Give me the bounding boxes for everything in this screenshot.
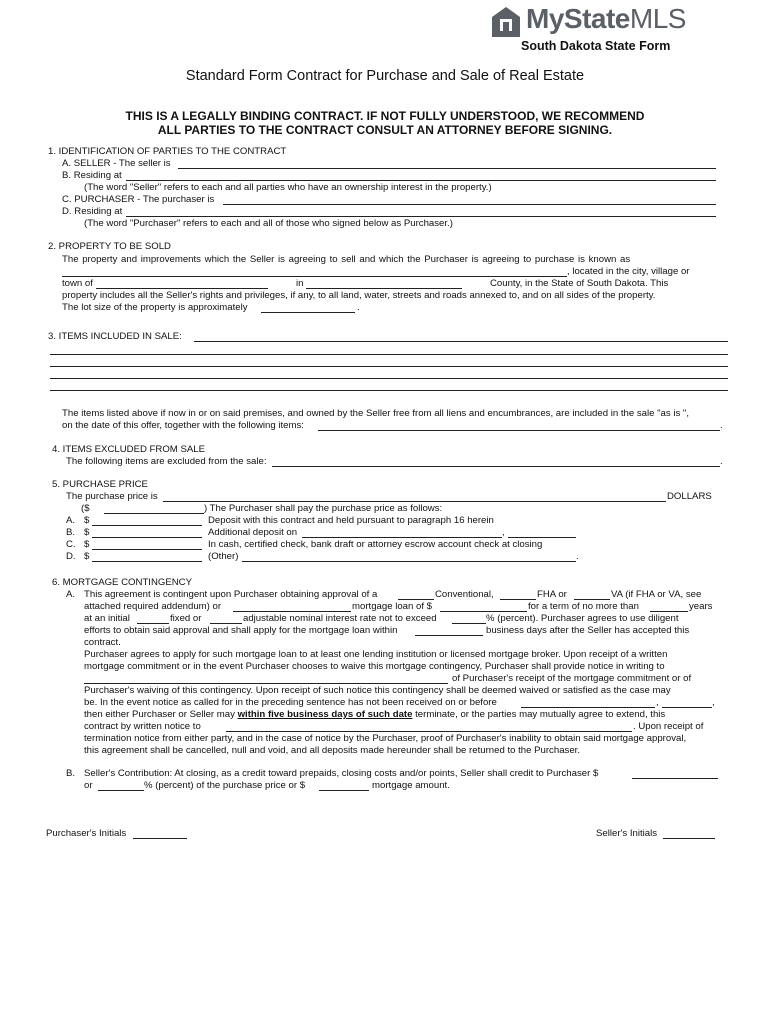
additional-deposit-date-field[interactable] — [302, 537, 502, 538]
additional-deposit-year-field[interactable] — [508, 537, 576, 538]
section1-heading: 1. IDENTIFICATION OF PARTIES TO THE CONTRACT — [48, 146, 287, 157]
pay-follows-label: ) The Purchaser shall pay the purchase price as follows: — [204, 503, 443, 514]
row-d-text: (Other) — [208, 551, 239, 562]
property-rights-line: property includes all the Seller's rights and privileges, if any, to all land, water, streets and roads annexed to, and on all sides of the property. — [62, 290, 656, 301]
excluded-items-label: The following items are excluded from the sale: — [66, 456, 267, 467]
row-b-letter: B. — [66, 527, 76, 538]
mortgage-a-line-1: This agreement is contingent upon Purchaser obtaining approval of a — [84, 589, 378, 600]
included-items-field-4[interactable] — [50, 378, 728, 379]
conventional-field[interactable] — [398, 599, 434, 600]
document-title: Standard Form Contract for Purchase and Sale of Real Estate — [185, 68, 585, 84]
row-c-letter: C. — [66, 539, 76, 550]
row-a-letter: A. — [66, 515, 76, 526]
section2-heading: 2. PROPERTY TO BE SOLD — [48, 241, 171, 252]
purchaser-label: C. PURCHASER - The purchaser is — [62, 194, 215, 205]
in-label: in — [296, 278, 304, 289]
town-label: town of — [62, 278, 93, 289]
seller-credit-amount-field[interactable] — [632, 778, 718, 779]
seller-initials-field[interactable] — [663, 838, 715, 839]
mortgage-a-line-7: mortgage commitment or in the event Purchaser chooses to waive this mortgage contingency, Purchaser shall provide notice in writing to — [84, 661, 665, 672]
seller-contribution-mid: % (percent) of the purchase price or $ — [144, 780, 306, 791]
property-address-field[interactable] — [62, 276, 567, 277]
notice-recipient-field[interactable] — [84, 683, 448, 684]
seller-credit-percent-field[interactable] — [98, 790, 144, 791]
mortgage-a-line-2: attached required addendum) or — [84, 601, 222, 612]
mortgage-a-line-8: of Purchaser's receipt of the mortgage commitment or of — [452, 673, 692, 684]
purchase-price-words-field[interactable] — [163, 501, 666, 502]
mortgage-a-line-13: termination notice from either party, and in the case of notice by the Purchaser, proof of Purchaser's inability to obtain said mortgage approval, — [84, 733, 687, 744]
row-b-dollar: $ — [84, 527, 90, 538]
mortgage-a-line-3: at an initial — [84, 613, 130, 624]
mortgage-a-line-6: Purchaser agrees to apply for such mortgage loan to at least one lending institution or licensed mortgage broker. Upon receipt of a written — [84, 649, 668, 660]
row-b-text: Additional deposit on — [208, 527, 298, 538]
row-b-comma: , — [502, 527, 505, 538]
mortgage-b-letter: B. — [66, 768, 76, 779]
row-d-period: . — [576, 551, 579, 562]
fixed-rate-field[interactable] — [137, 623, 169, 624]
row-d-dollar: $ — [84, 551, 90, 562]
town-field[interactable] — [96, 288, 268, 289]
brand-logo: MyStateMLS — [526, 3, 686, 34]
mortgage-a-line-11: then either Purchaser or Seller may within five business days of such date terminate, or the parties may mutually agree to extend, this — [84, 709, 666, 720]
adjustable-rate-field[interactable] — [210, 623, 242, 624]
other-description-field[interactable] — [242, 561, 576, 562]
lot-size-period: . — [357, 302, 360, 313]
five-business-days-emphasis: within five business days of such date — [237, 709, 413, 720]
purchaser-residence-label: D. Residing at — [62, 206, 123, 217]
years-label: years — [689, 601, 713, 612]
adjustable-label: adjustable nominal interest rate not to exceed — [243, 613, 437, 624]
fha-label: FHA or — [537, 589, 567, 600]
property-line-2-end: , located in the city, village or — [567, 266, 690, 277]
mortgage-a-line-12: contract by written notice to — [84, 721, 201, 732]
purchaser-field[interactable] — [223, 204, 716, 205]
row-a-text: Deposit with this contract and held pursuant to paragraph 16 herein — [208, 515, 494, 526]
lot-size-label: The lot size of the property is approximately — [62, 302, 248, 313]
seller-note: (The word "Seller" refers to each and all parties who have an ownership interest in the property.) — [84, 182, 492, 193]
house-logo-icon — [490, 5, 522, 39]
seller-label: A. SELLER - The seller is — [62, 158, 171, 169]
mortgage-a-line-9: Purchaser's waiving of this contingency. Upon receipt of such notice this contingency shall be deemed waived or satisfied as the case may — [84, 685, 671, 696]
business-days-label: business days after the Seller has accepted this — [486, 625, 690, 636]
fixed-label: fixed or — [170, 613, 202, 624]
excluded-items-field[interactable] — [272, 466, 720, 467]
other-loan-type-field[interactable] — [233, 611, 351, 612]
included-items-field-3[interactable] — [50, 366, 728, 367]
mortgage-loan-amount-field[interactable] — [440, 611, 527, 612]
percent-label: % (percent). Purchaser agrees to use diligent — [486, 613, 679, 624]
section3-heading: 3. ITEMS INCLUDED IN SALE: — [48, 331, 182, 342]
row-c-text: In cash, certified check, bank draft or attorney escrow account check at closing — [208, 539, 543, 550]
row-a-dollar: $ — [84, 515, 90, 526]
row-d-letter: D. — [66, 551, 76, 562]
purchaser-initials-label: Purchaser's Initials — [46, 828, 127, 839]
seller-contribution-or: or — [84, 780, 93, 791]
conventional-label: Conventional, — [435, 589, 494, 600]
upon-receipt-label: . Upon receipt of — [633, 721, 704, 732]
mortgage-a-line-14: this agreement shall be cancelled, null and void, and all deposits made hereunder shall be returned to the Purchaser. — [84, 745, 580, 756]
deadline-comma-1: , — [656, 697, 659, 708]
purchase-price-label: The purchase price is — [66, 491, 158, 502]
included-items-together: on the date of this offer, together with the following items: — [62, 420, 304, 431]
excluded-items-period: . — [720, 456, 723, 467]
included-items-field-2[interactable] — [50, 354, 728, 355]
mortgage-a-letter: A. — [66, 589, 76, 600]
term-years-field[interactable] — [650, 611, 688, 612]
seller-contribution-line-1: Seller's Contribution: At closing, as a credit toward prepaids, closing costs and/or points, Seller shall credit to Purchaser $ — [84, 768, 599, 779]
mortgage-a-line-5: contract. — [84, 637, 121, 648]
purchaser-initials-field[interactable] — [133, 838, 187, 839]
deposit-amount-field[interactable] — [92, 525, 202, 526]
mortgage-a-line-10: be. In the event notice as called for in the preceding sentence has not been received on or before — [84, 697, 497, 708]
cash-amount-field[interactable] — [92, 549, 202, 550]
price-paren-open: ($ — [81, 503, 90, 514]
other-amount-field[interactable] — [92, 561, 202, 562]
warning-line-1: THIS IS A LEGALLY BINDING CONTRACT. IF NOT FULLY UNDERSTOOD, WE RECOMMEND — [125, 109, 645, 123]
seller-credit-mortgage-field[interactable] — [319, 790, 369, 791]
together-items-field[interactable] — [318, 430, 720, 431]
lot-size-field[interactable] — [261, 312, 355, 313]
term-label: for a term of no more than — [528, 601, 639, 612]
mortgage-a-line-4: efforts to obtain said approval and shall apply for the mortgage loan within — [84, 625, 398, 636]
county-field[interactable] — [306, 288, 462, 289]
included-items-field-5[interactable] — [50, 390, 728, 391]
section4-heading: 4. ITEMS EXCLUDED FROM SALE — [52, 444, 205, 455]
included-items-field-1[interactable] — [194, 341, 728, 342]
purchase-price-amount-field[interactable] — [104, 513, 204, 514]
seller-field[interactable] — [178, 168, 716, 169]
row-c-dollar: $ — [84, 539, 90, 550]
va-label: VA (if FHA or VA, see — [611, 589, 702, 600]
written-notice-recipient-field[interactable] — [226, 731, 632, 732]
dollars-label: DOLLARS — [667, 491, 712, 502]
seller-residence-field[interactable] — [126, 180, 716, 181]
deadline-date-field[interactable] — [521, 707, 655, 708]
property-line-1: The property and improvements which the Seller is agreeing to sell and which the Purchaser is agreeing to purchase is known as — [62, 254, 631, 265]
warning-line-2: ALL PARTIES TO THE CONTRACT CONSULT AN ATTORNEY BEFORE SIGNING. — [157, 123, 613, 137]
deadline-comma-2: , — [712, 697, 715, 708]
seller-contribution-end: mortgage amount. — [372, 780, 450, 791]
fha-field[interactable] — [500, 599, 536, 600]
section5-heading: 5. PURCHASE PRICE — [52, 479, 148, 490]
additional-deposit-amount-field[interactable] — [92, 537, 202, 538]
interest-rate-field[interactable] — [452, 623, 486, 624]
together-items-period: . — [720, 420, 723, 431]
seller-initials-label: Seller's Initials — [596, 828, 658, 839]
section6-heading: 6. MORTGAGE CONTINGENCY — [52, 577, 193, 588]
mortgage-loan-label: mortgage loan of $ — [352, 601, 433, 612]
state-form-label: South Dakota State Form — [521, 39, 671, 53]
apply-days-field[interactable] — [415, 635, 483, 636]
purchaser-note: (The word "Purchaser" refers to each and all of those who signed below as Purchaser.) — [84, 218, 453, 229]
purchaser-residence-field[interactable] — [126, 216, 716, 217]
deadline-year-field[interactable] — [662, 707, 712, 708]
county-label: County, in the State of South Dakota. This — [490, 278, 669, 289]
included-items-note: The items listed above if now in or on said premises, and owned by the Seller free from all liens and encumbrances, are included in the sale "as is ", — [62, 408, 689, 419]
va-field[interactable] — [574, 599, 610, 600]
seller-residence-label: B. Residing at — [62, 170, 122, 181]
